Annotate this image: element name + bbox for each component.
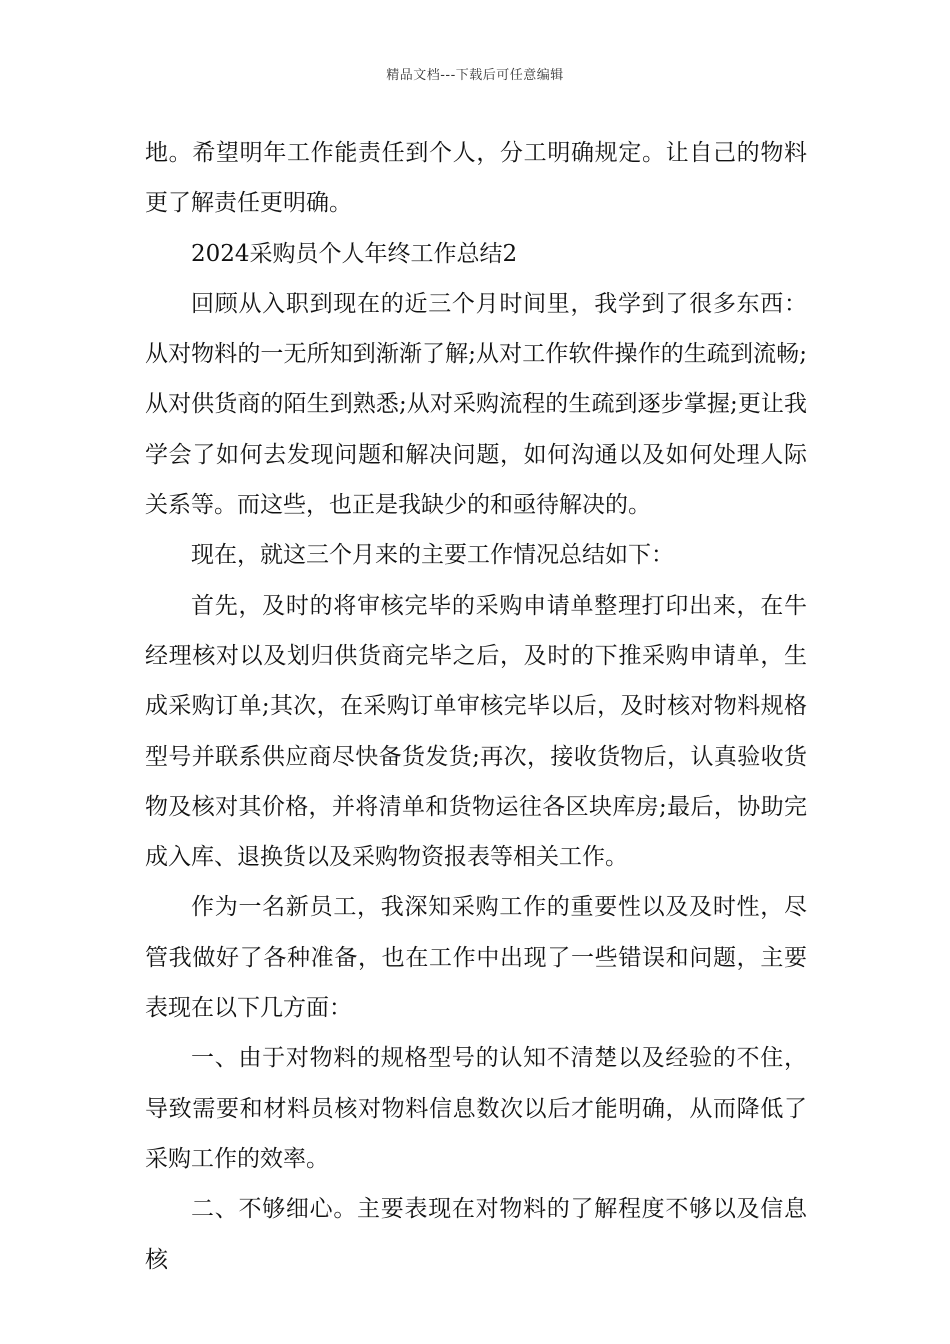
paragraph: 首先，及时的将审核完毕的采购申请单整理打印出来，在牛经理核对以及划归供货商完毕之后，及时的下推采购申请单，生成采购订单;其次，在采购订单审核完毕以后，及时核对物料规格型号并联系供应商尽快备货发货;再次，接收货物后，认真验收货物及核对其价格，并将清单和货物运往各区块库房;最后，协助完成入库、退换货以及采购物资报表等相关工作。 bbox=[145, 592, 807, 871]
page-header: 精品文档---下载后可任意编辑 bbox=[386, 68, 564, 83]
paragraph: 现在，就这三个月来的主要工作情况总结如下： bbox=[191, 542, 674, 569]
paragraph: 一、由于对物料的规格型号的认知不清楚以及经验的不住，导致需要和材料员核对物料信息数次以后才能明确，从而降低了采购工作的效率。 bbox=[145, 1045, 807, 1172]
paragraph: 二、不够细心。主要表现在对物料的了解程度不够以及信息核 bbox=[145, 1196, 807, 1273]
document-body bbox=[145, 128, 807, 1285]
section-heading: 2024采购员个人年终工作总结2 bbox=[191, 240, 518, 267]
paragraph: 作为一名新员工，我深知采购工作的重要性以及及时性，尽管我做好了各种准备，也在工作中出现了一些错误和问题，主要表现在以下几方面： bbox=[145, 894, 807, 1022]
paragraph-continued: 地。希望明年工作能责任到个人，分工明确规定。让自己的物料更了解责任更明确。 bbox=[145, 140, 807, 217]
paragraph: 回顾从入职到现在的近三个月时间里，我学到了很多东西：从对物料的一无所知到渐渐了解;从对工作软件操作的生疏到流畅;从对供货商的陌生到熟悉;从对采购流程的生疏到逐步掌握;更让我学会了如何去发现问题和解决问题，如何沟通以及如何处理人际关系等。而这些，也正是我缺少的和亟待解决的。 bbox=[145, 290, 807, 519]
